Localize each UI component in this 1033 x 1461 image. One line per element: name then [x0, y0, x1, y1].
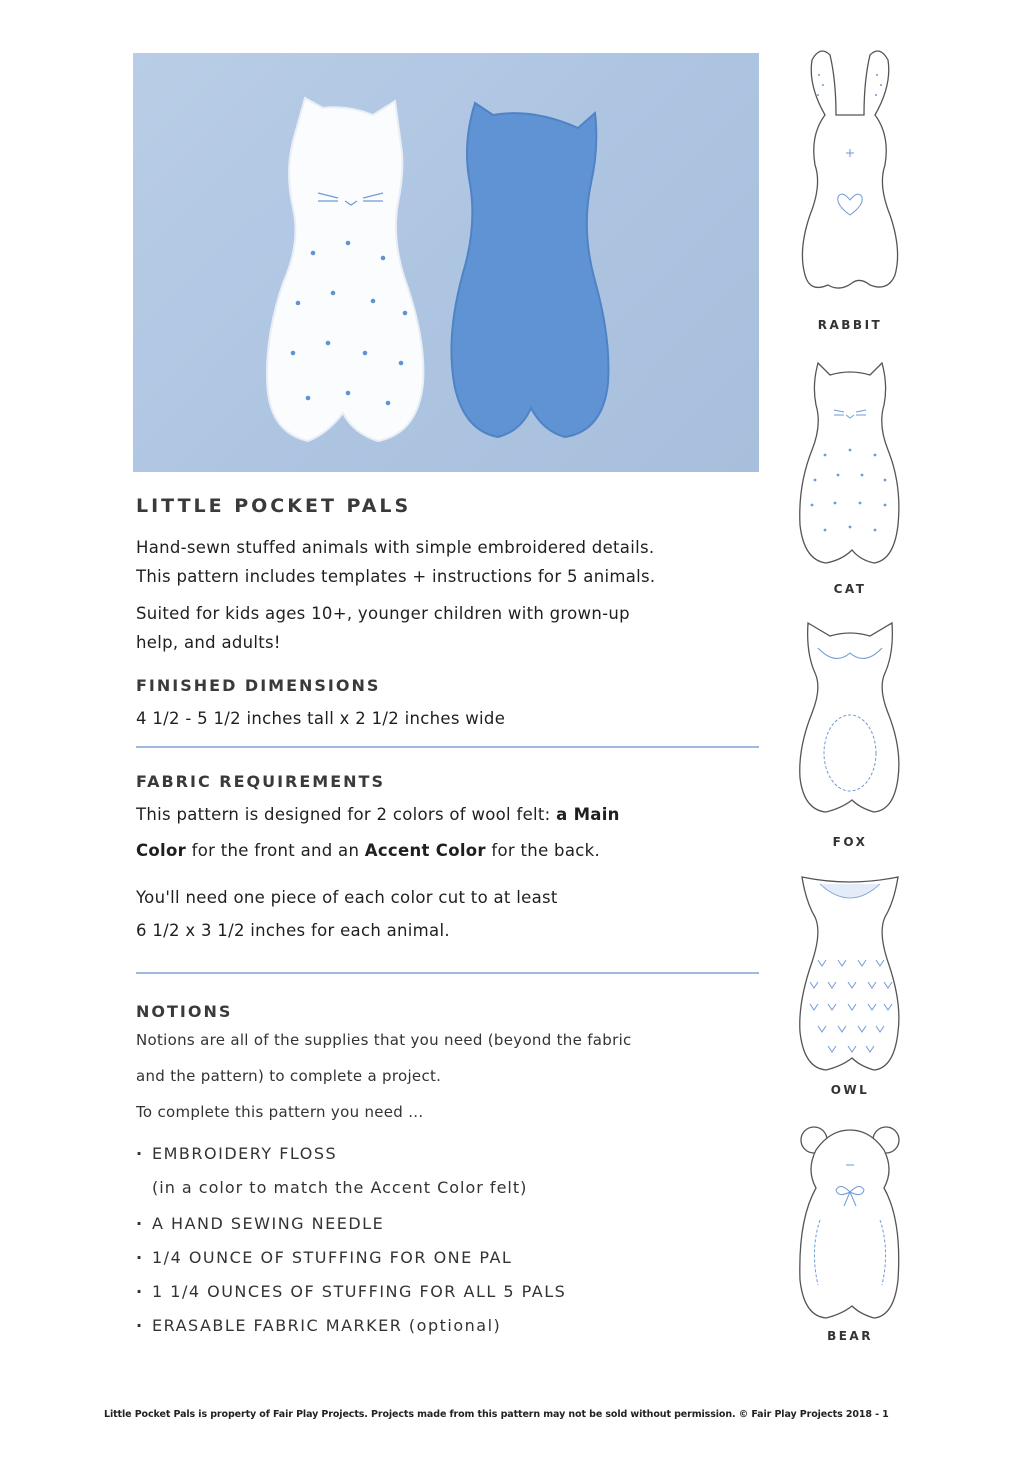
product-photo — [133, 53, 759, 472]
list-item: · ERASABLE FABRIC MARKER (optional) — [136, 1316, 502, 1335]
list-item: · 1 1/4 OUNCES OF STUFFING FOR ALL 5 PALS — [136, 1282, 567, 1301]
intro-line-2: This pattern includes templates + instructions for 5 animals. — [136, 567, 656, 586]
finished-dimensions-text: 4 1/2 - 5 1/2 inches tall x 2 1/2 inches wide — [136, 709, 506, 728]
animal-label-cat: CAT — [833, 582, 867, 596]
fabric-line-2: Color for the front and an Accent Color for the back. — [136, 841, 601, 860]
notions-list — [136, 1137, 760, 1343]
copyright-footer: Little Pocket Pals is property of Fair Play Projects. Projects made from this pattern may not be sold without permission. © Fair Play Projects 2018 - 1 — [104, 1409, 889, 1420]
notions-heading: NOTIONS — [136, 1002, 233, 1021]
blue-cat-shape — [451, 103, 608, 437]
animal-label-fox: FOX — [832, 835, 868, 849]
fox-template — [790, 618, 910, 818]
divider — [136, 746, 759, 748]
intro-line-1: Hand-sewn stuffed animals with simple embroidered details. — [136, 538, 655, 557]
divider — [136, 972, 759, 974]
cat-template — [790, 355, 910, 575]
white-cat-shape — [267, 98, 423, 441]
notions-line-3: To complete this pattern you need ... — [136, 1103, 424, 1121]
rabbit-template — [790, 45, 910, 295]
fabric-requirements-heading: FABRIC REQUIREMENTS — [136, 772, 385, 791]
page-title: LITTLE POCKET PALS — [136, 495, 412, 517]
notions-line-2: and the pattern) to complete a project. — [136, 1067, 442, 1085]
animal-label-rabbit: RABBIT — [817, 318, 883, 332]
animal-label-bear: BEAR — [827, 1329, 873, 1343]
list-item: · 1/4 OUNCE OF STUFFING FOR ONE PAL — [136, 1248, 513, 1267]
fabric-line-4: 6 1/2 x 3 1/2 inches for each animal. — [136, 921, 450, 940]
animal-label-owl: OWL — [830, 1083, 870, 1097]
felt-cats-illustration — [133, 53, 759, 472]
bear-template — [790, 1120, 910, 1325]
list-item-note: (in a color to match the Accent Color felt) — [152, 1178, 528, 1197]
fabric-line-3: You'll need one piece of each color cut to at least — [136, 888, 558, 907]
list-item: · A HAND SEWING NEEDLE — [136, 1214, 385, 1233]
list-item: · EMBROIDERY FLOSS — [136, 1144, 338, 1163]
intro-line-4: help, and adults! — [136, 633, 281, 652]
notions-line-1: Notions are all of the supplies that you need (beyond the fabric — [136, 1031, 632, 1049]
intro-line-3: Suited for kids ages 10+, younger children with grown-up — [136, 604, 630, 623]
owl-template — [790, 872, 910, 1077]
fabric-line-1: This pattern is designed for 2 colors of wool felt: a Main — [136, 805, 620, 824]
finished-dimensions-heading: FINISHED DIMENSIONS — [136, 676, 381, 695]
